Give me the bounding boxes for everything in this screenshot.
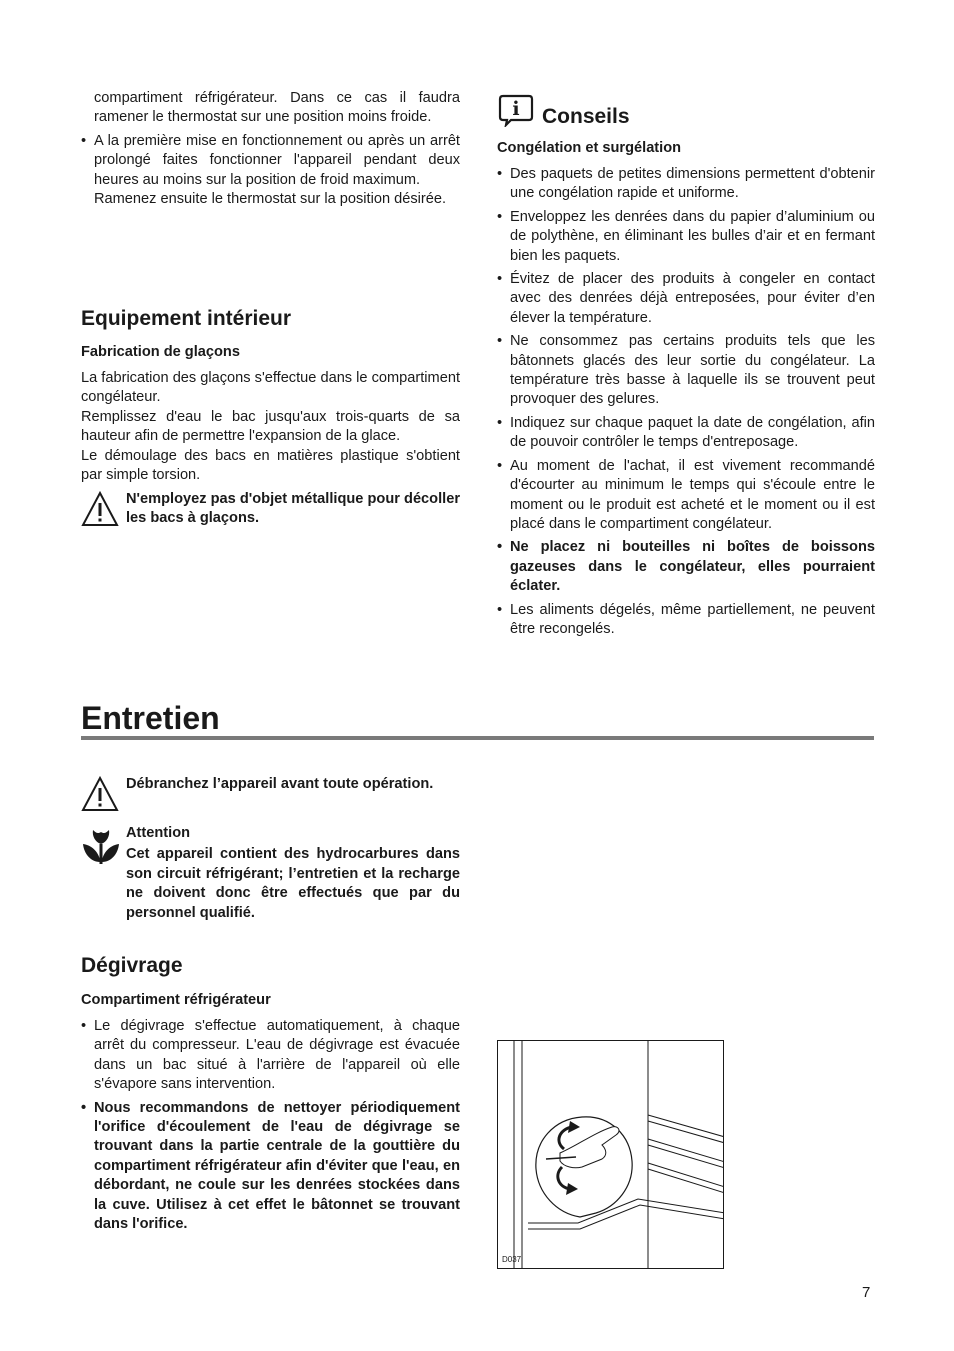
- list-item: • Au moment de l'achat, il est vivement recommandé d'écourter au minimum le temps qui s'écoule entre le moment ou le produit est acheté et le moment ou il est placé dans le compartiment congélateur.: [497, 457, 875, 535]
- subsection-title-glacons: Fabrication de glaçons: [81, 344, 240, 360]
- list-item: • Ne placez ni bouteilles ni boîtes de boissons gazeuses dans le congélateur, elles pourraient éclater.: [497, 538, 875, 596]
- subsection-title-congelation: Congélation et surgélation: [497, 140, 682, 156]
- chapter-rule: [81, 736, 874, 740]
- section-title-conseils: Conseils: [542, 105, 630, 128]
- environment-plant-icon: [81, 826, 121, 866]
- defrost-illustration: [497, 1040, 724, 1269]
- left-top-text: [81, 89, 460, 209]
- list-item: • Des paquets de petites dimensions permettent d'obtenir une congélation rapide et uniforme.: [497, 165, 875, 204]
- paragraph: Le démoulage des bacs en matières plastique s'obtient par simple torsion.: [81, 447, 460, 484]
- info-icon: [497, 93, 535, 127]
- figure-code: D037: [502, 1255, 522, 1264]
- list-item: • Le dégivrage s'effectue automatiquement, à chaque arrêt du compresseur. L'eau de dégivrage est évacuée dans un bac situé à l'arrière de l'appareil où elle s'évapore sans intervention.: [81, 1017, 460, 1095]
- paragraph: Remplissez d'eau le bac jusqu'aux trois-quarts de sa hauteur afin de permettre l'expansion de la glace.: [81, 408, 460, 445]
- degivrage-list: [81, 1017, 460, 1234]
- fridge-drain-drawing: [498, 1041, 724, 1269]
- section-title-equipement: Equipement intérieur: [81, 307, 292, 330]
- equipement-text: [81, 369, 460, 485]
- chapter-title: Entretien: [81, 700, 220, 736]
- subsection-title-refrigerateur: Compartiment réfrigérateur: [81, 992, 271, 1008]
- continued-paragraph: compartiment réfrigérateur. Dans ce cas il faudra ramener le thermostat sur une position moins froide.: [94, 90, 460, 126]
- list-item-continuation: Ramenez ensuite le thermostat sur la position désirée.: [94, 191, 447, 208]
- list-item: • Indiquez sur chaque paquet la date de congélation, afin de pouvoir contrôler le temps d'entreposage.: [497, 414, 875, 453]
- paragraph: La fabrication des glaçons s'effectue dans le compartiment congélateur.: [81, 370, 460, 406]
- list-item: • A la première mise en fonctionnement ou après un arrêt prolongé faites fonctionner l'appareil pendant deux heures au moins sur la position de froid maximum.: [81, 132, 460, 190]
- list-item: • Enveloppez les denrées dans du papier d’aluminium ou de polythène, en éliminant les bulles d’air et en fermant bien les paquets.: [497, 208, 875, 266]
- list-item: • Les aliments dégelés, même partiellement, ne peuvent être recongelés.: [497, 601, 875, 640]
- warning-box: [81, 775, 460, 819]
- warning-triangle-icon: [81, 775, 119, 813]
- warning-text: N'employez pas d'objet métallique pour décoller les bacs à glaçons.: [126, 491, 460, 527]
- attention-label: Attention: [126, 825, 191, 841]
- attention-box: [81, 824, 460, 924]
- svg-text:i: i: [512, 98, 520, 120]
- section-title-degivrage: Dégivrage: [81, 954, 183, 977]
- warning-text: Débranchez l’appareil avant toute opération.: [126, 776, 434, 792]
- page-number: 7: [862, 1284, 871, 1301]
- list-item: • Ne consommez pas certains produits tels que les bâtonnets glacés des leur sortie du congélateur. La température très basse à laquelle ils se trouvent peut provoquer des gelures.: [497, 332, 875, 410]
- warning-box: [81, 490, 460, 534]
- list-item: • Évitez de placer des produits à congeler en contact avec des denrées déjà entreposées, pour éviter d’en élever la température.: [497, 270, 875, 328]
- conseils-list: [497, 165, 875, 639]
- warning-triangle-icon: [81, 490, 119, 528]
- list-item: • Nous recommandons de nettoyer périodiquement l'orifice d'écoulement de l'eau de dégivrage se trouvant dans la partie centrale de la gouttière du compartiment réfrigérateur afin d'éviter que l'eau, en débordant, ne coule sur les denrées stockées dans la cuve. Utilisez à cet effet le bâtonnet se trouvant dans l'orifice.: [81, 1099, 460, 1235]
- attention-text: Cet appareil contient des hydrocarbures dans son circuit réfrigérant; l’entretien et la recharge ne doivent donc être effectués que par du personnel qualifié.: [126, 846, 460, 921]
